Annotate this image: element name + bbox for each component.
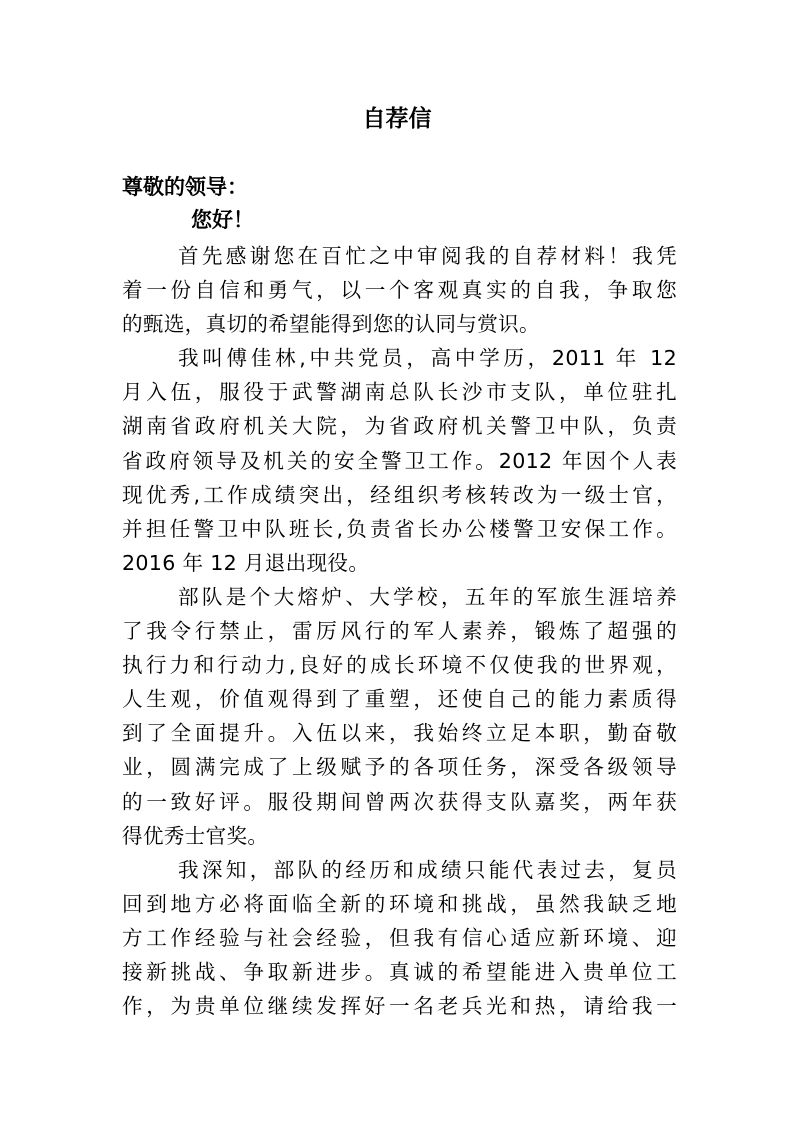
body-line: 得优秀士官奖。 [122,823,269,848]
body-line: 了我令行禁止，雷厉风行的军人素养，锻炼了超强的 [122,619,677,644]
body-line: 的一致好评。服役期间曾两次获得支队嘉奖，两年获 [122,789,677,814]
letter-body [122,239,677,1023]
body-line: 我深知，部队的经历和成绩只能代表过去，复员 [178,857,677,882]
body-line: 首先感谢您在百忙之中审阅我的自荐材料！我凭 [178,244,677,268]
body-line: 接新挑战、争取新进步。真诚的希望能进入贵单位工 [122,959,677,984]
body-line: 湖南省政府机关大院，为省政府机关警卫中队，负责 [122,414,677,439]
body-line: 业，圆满完成了上级赋予的各项任务，深受各级领导 [122,755,677,780]
body-line: 执行力和行动力,良好的成长环境不仅使我的世界观， [122,653,677,678]
body-line: 月入伍，服役于武警湖南总队长沙市支队，单位驻扎 [122,380,677,405]
body-line: 现优秀,工作成绩突出，经组织考核转改为一级士官， [122,482,677,507]
body-line: 2016 年 12 月退出现役。 [122,550,370,575]
salutation: 尊敬的领导： [122,174,248,199]
body-line: 我叫傅佳林,中共党员，高中学历，2011 年 12 [178,346,677,371]
body-line: 部队是个大熔炉、大学校，五年的军旅生涯培养 [178,584,677,609]
page-title: 自荐信 [362,105,432,132]
body-line: 着一份自信和勇气，以一个客观真实的自我，争取您 [122,278,677,303]
body-line: 省政府领导及机关的安全警卫工作。2012 年因个人表 [122,448,677,473]
body-line: 到了全面提升。入伍以来，我始终立足本职，勤奋敬 [122,721,677,746]
body-line: 并担任警卫中队班长,负责省长办公楼警卫安保工作。 [122,516,677,541]
body-line: 作，为贵单位继续发挥好一名老兵光和热，请给我一 [122,994,677,1019]
body-line: 回到地方必将面临全新的环境和挑战，虽然我缺乏地 [122,891,677,916]
greeting: 您好！ [191,207,254,232]
body-line: 方工作经验与社会经验，但我有信心适应新环境、迎 [122,925,677,950]
body-line: 的甄选，真切的希望能得到您的认同与赏识。 [122,312,540,337]
body-line: 人生观，价值观得到了重塑，还使自己的能力素质得 [122,687,677,712]
